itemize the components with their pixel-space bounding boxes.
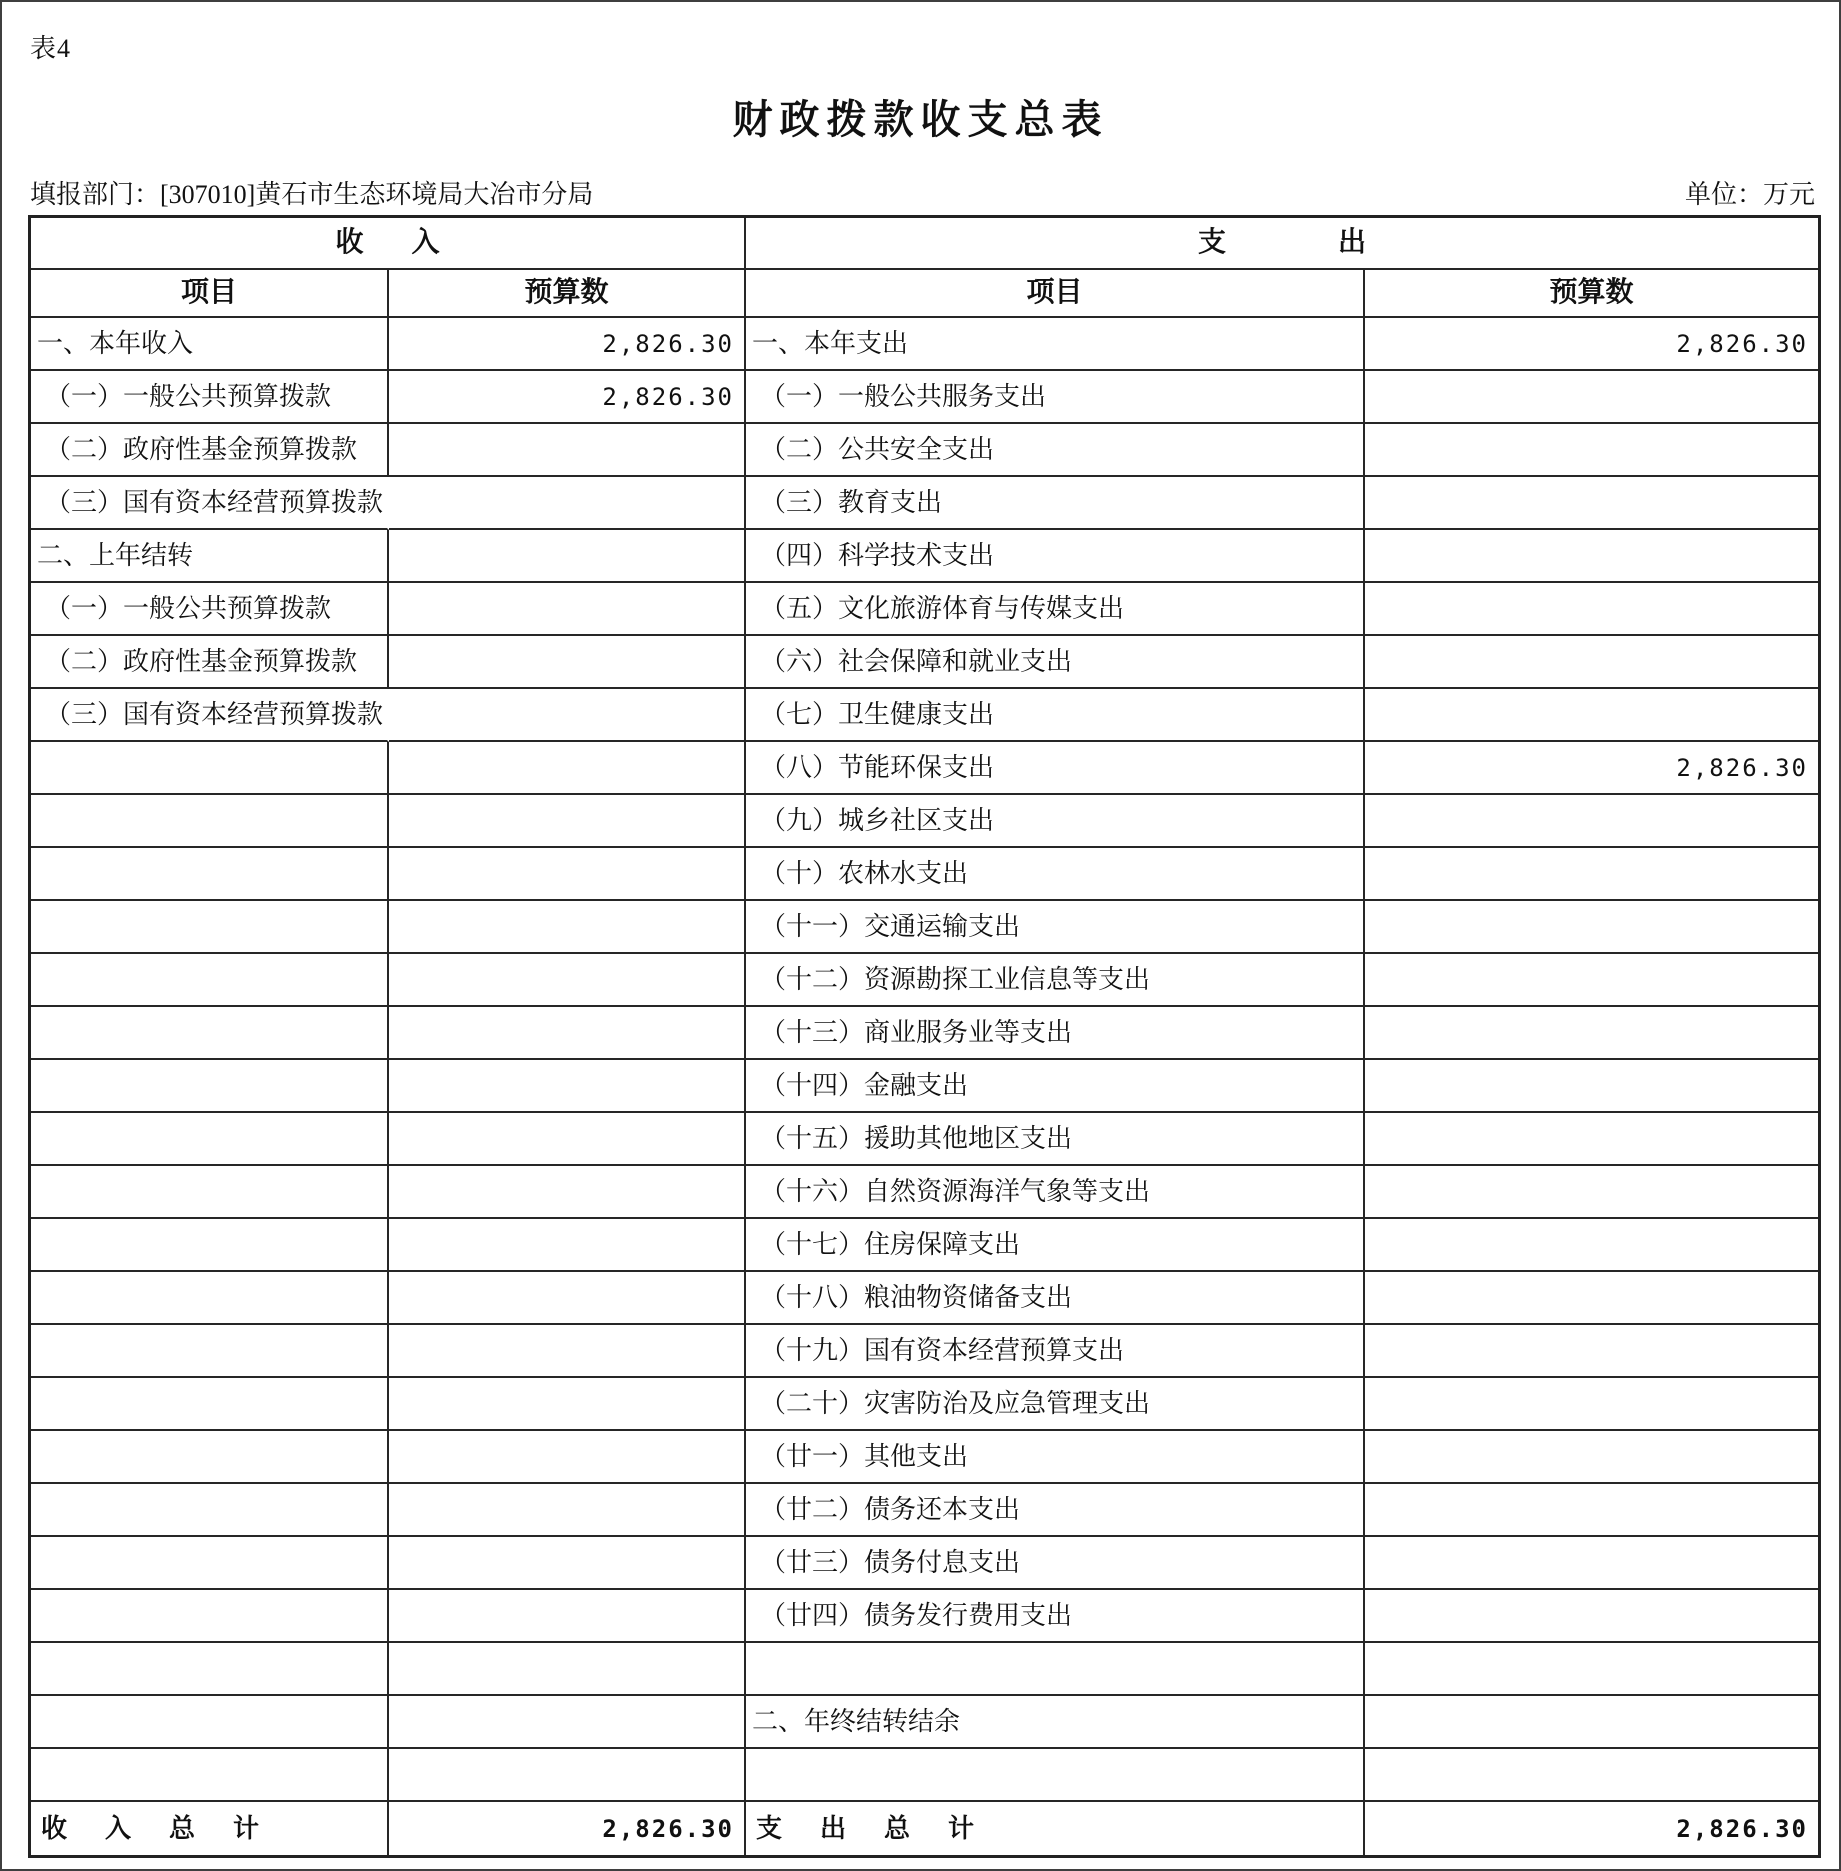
expense-item-cell: （廿一）其他支出 (746, 1431, 1365, 1484)
unit-label: 单位：万元 (1684, 180, 1815, 209)
expense-value-cell (1365, 848, 1818, 901)
expense-item-cell: （二）公共安全支出 (746, 424, 1365, 477)
expense-value-cell (1365, 1113, 1818, 1166)
revenue-item-cell: 一、本年收入 (31, 318, 389, 371)
revenue-item-cell (31, 848, 389, 901)
expense-item-cell: （十六）自然资源海洋气象等支出 (746, 1166, 1365, 1219)
expense-value-cell (1365, 1537, 1818, 1590)
revenue-item-cell (31, 1113, 389, 1166)
expense-budget-header: 预算数 (1365, 270, 1818, 318)
expense-item-cell: （十四）金融支出 (746, 1060, 1365, 1113)
revenue-item-cell (31, 1431, 389, 1484)
revenue-value-cell (389, 1166, 746, 1219)
revenue-item-cell: （三）国有资本经营预算拨款 (31, 689, 389, 742)
revenue-value-cell (389, 742, 746, 795)
expense-value-cell (1365, 1484, 1818, 1537)
expense-value-cell (1365, 1643, 1818, 1696)
expense-value-cell (1365, 636, 1818, 689)
revenue-value-cell (389, 530, 746, 583)
revenue-item-cell (31, 1325, 389, 1378)
revenue-value-cell (389, 583, 746, 636)
revenue-item-cell: （二）政府性基金预算拨款 (31, 424, 389, 477)
revenue-item-cell (31, 1060, 389, 1113)
revenue-value-cell (389, 1378, 746, 1431)
expense-value-cell (1365, 1749, 1818, 1802)
revenue-value-cell (389, 1325, 746, 1378)
expense-value-cell (1365, 1378, 1818, 1431)
revenue-item-cell (31, 742, 389, 795)
revenue-budget-header: 预算数 (389, 270, 746, 318)
expense-item-cell: （九）城乡社区支出 (746, 795, 1365, 848)
revenue-value-cell (389, 901, 746, 954)
revenue-value-cell (389, 1007, 746, 1060)
expense-value-cell (1365, 1060, 1818, 1113)
expense-item-cell: （四）科学技术支出 (746, 530, 1365, 583)
expense-value-cell (1365, 583, 1818, 636)
expense-value-cell (1365, 1696, 1818, 1749)
expense-value-cell (1365, 1590, 1818, 1643)
revenue-value-cell (389, 1749, 746, 1802)
table-tag: 表4 (30, 34, 72, 63)
department-label: 填报部门：[307010]黄石市生态环境局大冶市分局 (30, 180, 594, 209)
expense-item-cell: （二十）灾害防治及应急管理支出 (746, 1378, 1365, 1431)
expense-value-cell (1365, 1166, 1818, 1219)
expense-group-header: 支出 (746, 218, 1818, 270)
expense-value-cell (1365, 901, 1818, 954)
revenue-value-cell (389, 477, 746, 530)
expense-value-cell: 2,826.30 (1676, 1814, 1808, 1843)
page-title: 财政拨款收支总表 (732, 97, 1109, 142)
expense-value-cell: 2,826.30 (1365, 318, 1818, 371)
revenue-item-cell (31, 1007, 389, 1060)
revenue-item-cell (31, 795, 389, 848)
expense-value-cell (1365, 1219, 1818, 1272)
revenue-value-cell (389, 1272, 746, 1325)
revenue-value-cell: 2,826.30 (389, 371, 746, 424)
revenue-item-cell: （一）一般公共预算拨款 (31, 583, 389, 636)
expense-value-cell (1365, 530, 1818, 583)
revenue-item-cell (31, 1219, 389, 1272)
revenue-item-cell (31, 1378, 389, 1431)
revenue-value-cell (389, 1113, 746, 1166)
expense-item-cell: （廿二）债务还本支出 (746, 1484, 1365, 1537)
revenue-value-cell (389, 1590, 746, 1643)
expense-item-cell: （廿三）债务付息支出 (746, 1537, 1365, 1590)
expense-value-cell (1365, 689, 1818, 742)
expense-item-cell: （十一）交通运输支出 (746, 901, 1365, 954)
revenue-value-cell (389, 1696, 746, 1749)
expense-value-cell (1365, 1007, 1818, 1060)
revenue-value-cell (389, 1484, 746, 1537)
revenue-item-cell (31, 1749, 389, 1802)
revenue-item-header: 项目 (31, 270, 389, 318)
expense-item-cell: （七）卫生健康支出 (746, 689, 1365, 742)
expense-value-cell (1365, 954, 1818, 1007)
expense-item-cell: （一）一般公共服务支出 (746, 371, 1365, 424)
revenue-value-cell (389, 954, 746, 1007)
expense-value-cell (1365, 1431, 1818, 1484)
expense-item-cell: （十五）援助其他地区支出 (746, 1113, 1365, 1166)
revenue-value-cell (389, 1643, 746, 1696)
revenue-item-cell: （三）国有资本经营预算拨款 (31, 477, 389, 530)
expense-value-cell (1365, 795, 1818, 848)
revenue-value-cell (389, 848, 746, 901)
revenue-value-cell (389, 424, 746, 477)
expense-value-cell (1365, 371, 1818, 424)
revenue-item-cell (31, 1696, 389, 1749)
expense-item-cell: （十七）住房保障支出 (746, 1219, 1365, 1272)
revenue-item-cell: 收入总计 (31, 1802, 389, 1855)
revenue-value-cell (389, 1219, 746, 1272)
expense-item-cell: （三）教育支出 (746, 477, 1365, 530)
expense-item-header: 项目 (746, 270, 1365, 318)
expense-value-cell (1365, 424, 1818, 477)
expense-item-cell: （廿四）债务发行费用支出 (746, 1590, 1365, 1643)
revenue-item-cell (31, 1272, 389, 1325)
expense-item-cell: 支出总计 (746, 1802, 1365, 1855)
expense-item-cell: （十三）商业服务业等支出 (746, 1007, 1365, 1060)
revenue-item-cell (31, 1643, 389, 1696)
revenue-value-cell (389, 636, 746, 689)
expense-value-cell (1365, 1325, 1818, 1378)
expense-item-cell: （八）节能环保支出 (746, 742, 1365, 795)
expense-item-cell: （十九）国有资本经营预算支出 (746, 1325, 1365, 1378)
expense-item-cell: （五）文化旅游体育与传媒支出 (746, 583, 1365, 636)
expense-item-cell (746, 1643, 1365, 1696)
expense-item-cell: （十）农林水支出 (746, 848, 1365, 901)
revenue-group-header: 收入 (31, 218, 746, 270)
expense-value-cell: 2,826.30 (1365, 742, 1818, 795)
revenue-item-cell (31, 1166, 389, 1219)
revenue-value-cell (389, 1537, 746, 1590)
expense-item-cell (746, 1749, 1365, 1802)
expense-item-cell: （十二）资源勘探工业信息等支出 (746, 954, 1365, 1007)
revenue-item-cell (31, 1537, 389, 1590)
revenue-item-cell: 二、上年结转 (31, 530, 389, 583)
expense-item-cell: 二、年终结转结余 (746, 1696, 1365, 1749)
revenue-value-cell (389, 1431, 746, 1484)
expense-value-cell (1365, 1272, 1818, 1325)
revenue-value-cell: 2,826.30 (389, 318, 746, 371)
expense-item-cell: 一、本年支出 (746, 318, 1365, 371)
revenue-item-cell: （二）政府性基金预算拨款 (31, 636, 389, 689)
summary-table (28, 215, 1821, 1858)
revenue-value-cell (389, 1060, 746, 1113)
meta-row (30, 174, 1815, 211)
revenue-item-cell (31, 954, 389, 1007)
revenue-item-cell (31, 1590, 389, 1643)
expense-item-cell: （十八）粮油物资储备支出 (746, 1272, 1365, 1325)
revenue-item-cell: （一）一般公共预算拨款 (31, 371, 389, 424)
revenue-item-cell (31, 901, 389, 954)
revenue-value-cell: 2,826.30 (389, 1802, 746, 1855)
revenue-value-cell (389, 689, 746, 742)
expense-value-cell (1365, 477, 1818, 530)
revenue-item-cell (31, 1484, 389, 1537)
expense-item-cell: （六）社会保障和就业支出 (746, 636, 1365, 689)
revenue-value-cell (389, 795, 746, 848)
